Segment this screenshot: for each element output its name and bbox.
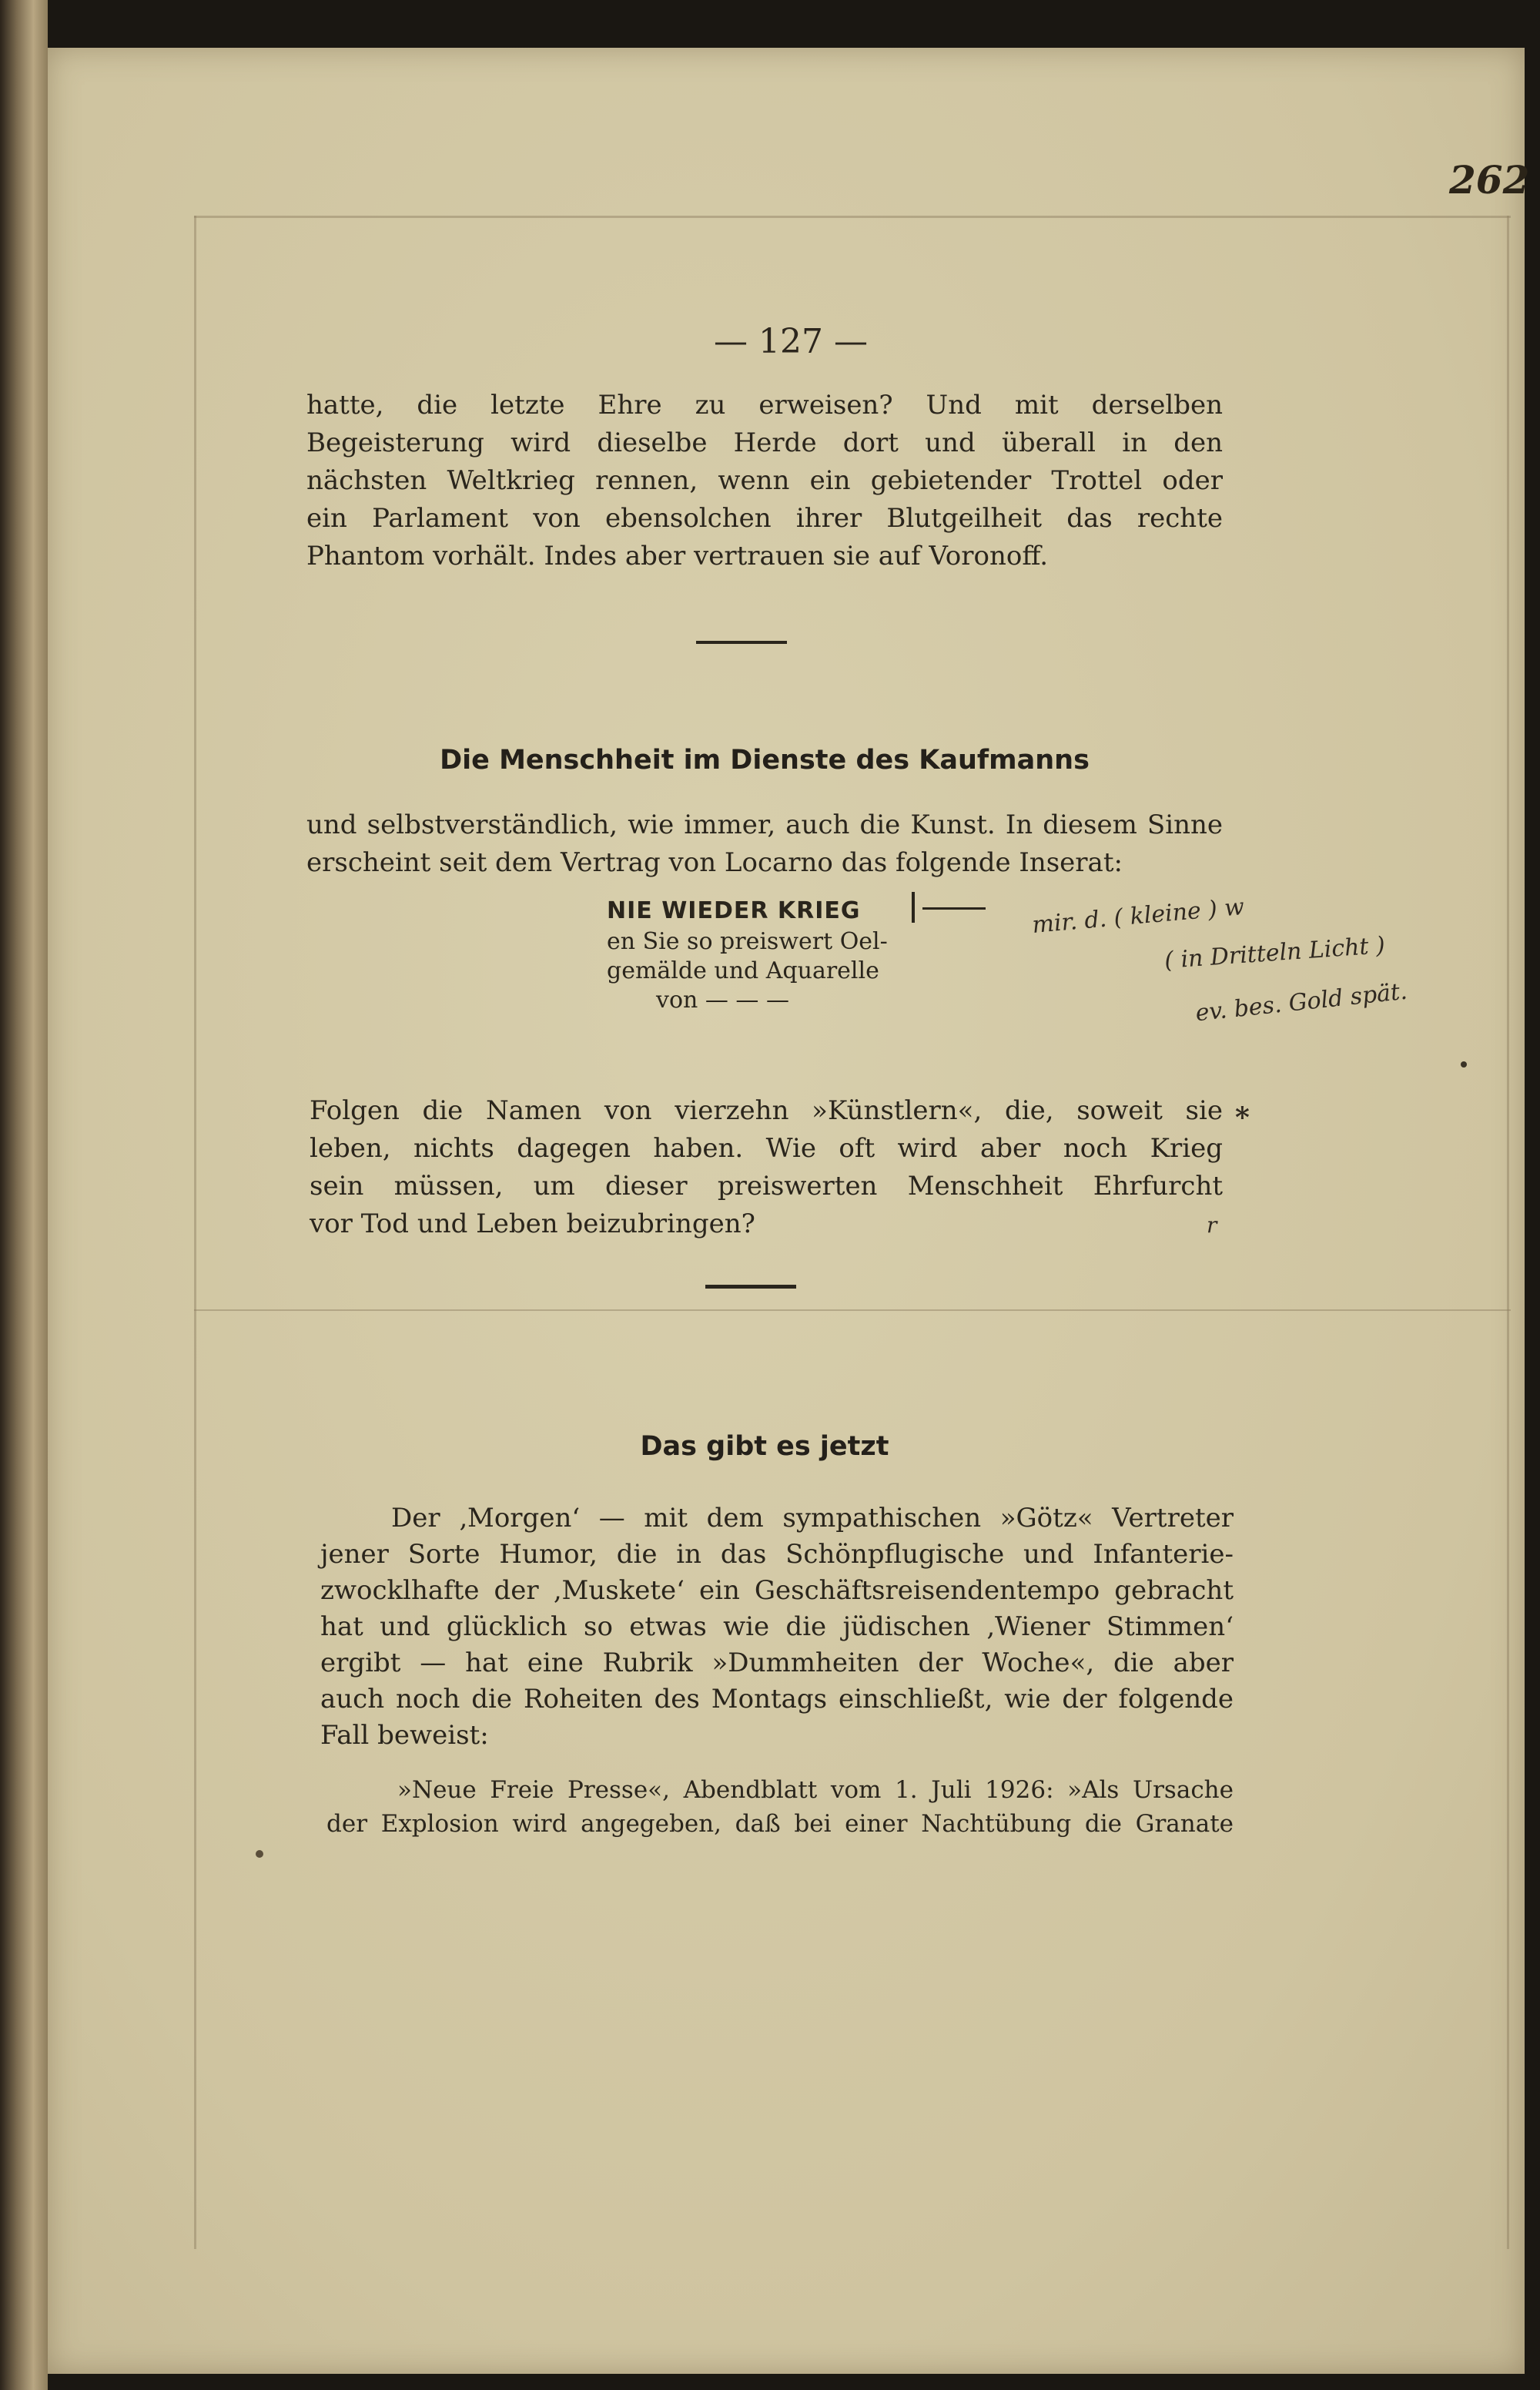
text-line: Fall beweist: [320,1720,489,1751]
plate-fold-line [194,1309,1511,1311]
archive-page-number: 262 [1449,157,1530,203]
text-line: und selbstverständlich, wie immer, auch die Kunst. In diesem Sinne [306,810,1223,840]
quote-line: der Explosion wird angegeben, daß bei einer Nachtübung die Granate [326,1810,1234,1838]
text-line: auch noch die Roheiten des Montags einschließt, wie der folgende [320,1684,1234,1715]
ad-title: NIE WIEDER KRIEG [607,897,861,924]
scanned-page [48,48,1530,2374]
plate-border-right [1507,216,1509,2249]
section2-after-paragraph [310,1092,1223,1243]
text-line: nächsten Weltkrieg rennen, wenn ein gebietender Trottel oder [306,465,1223,496]
margin-asterisk: * [1235,1101,1250,1134]
text-line: hat und glücklich so etwas wie die jüdischen ‚Wiener Stimmen‘ [320,1611,1234,1642]
text-line: hatte, die letzte Ehre zu erweisen? Und mit derselben [306,390,1223,421]
text-line: sein müssen, um dieser preiswerten Menschheit Ehrfurcht [310,1171,1223,1202]
paper-speck [256,1850,263,1858]
ad-line: von — — — [656,987,789,1014]
section-divider [696,641,787,644]
handwritten-note-line3: ev. bes. Gold spät. [1194,977,1409,1027]
paper-speck [1461,1061,1467,1068]
text-line: zwocklhafte der ‚Muskete‘ ein Geschäftsreisendentempo gebracht [320,1575,1234,1606]
quote-line: »Neue Freie Presse«, Abendblatt vom 1. Juli 1926: »Als Ursache [397,1776,1234,1804]
text-line: leben, nichts dagegen haben. Wie oft wird aber noch Krieg [310,1133,1223,1164]
text-line: vor Tod und Leben beizubringen? [310,1208,755,1239]
newspaper-quote [326,1773,1234,1841]
section3-heading: Das gibt es jetzt [640,1431,889,1462]
text-line: ergibt — hat eine Rubrik »Dummheiten der Woche«, die aber [320,1648,1234,1678]
plate-border-top [194,216,1511,218]
ad-title-bracket [912,892,915,923]
section-divider [705,1285,796,1289]
text-line: Phantom vorhält. Indes aber vertrauen sie auf Voronoff. [306,541,1049,572]
advertisement-clipping [607,897,915,1015]
handwritten-note-line1: mir. d. ( kleine ) w [1031,893,1246,939]
print-page-number: — 127 — [714,322,868,361]
section3-paragraph [320,1500,1234,1754]
margin-mark: r [1207,1212,1217,1238]
ad-line: gemälde und Aquarelle [607,957,879,984]
ad-title-dash [922,907,986,910]
text-line: erscheint seit dem Vertrag von Locarno das folgende Inserat: [306,847,1123,878]
plate-border-left [194,216,196,2249]
text-line: Begeisterung wird dieselbe Herde dort und überall in den [306,427,1223,458]
text-line: Folgen die Namen von vierzehn »Künstlern«, die, soweit sie [310,1095,1223,1126]
section1-paragraph [306,387,1223,575]
book-binding-edge [0,0,48,2390]
ad-line: en Sie so preiswert Oel- [607,928,888,955]
handwritten-note-line2: ( in Dritteln Licht ) [1163,932,1386,974]
text-line: Der ‚Morgen‘ — mit dem sympathischen »Götz« Vertreter [391,1503,1234,1534]
section2-heading: Die Menschheit im Dienste des Kaufmanns [440,745,1090,776]
text-line: ein Parlament von ebensolchen ihrer Blutgeilheit das rechte [306,503,1223,534]
text-line: jener Sorte Humor, die in das Schönpflugische und Infanterie- [320,1539,1234,1570]
section2-intro [306,806,1223,882]
